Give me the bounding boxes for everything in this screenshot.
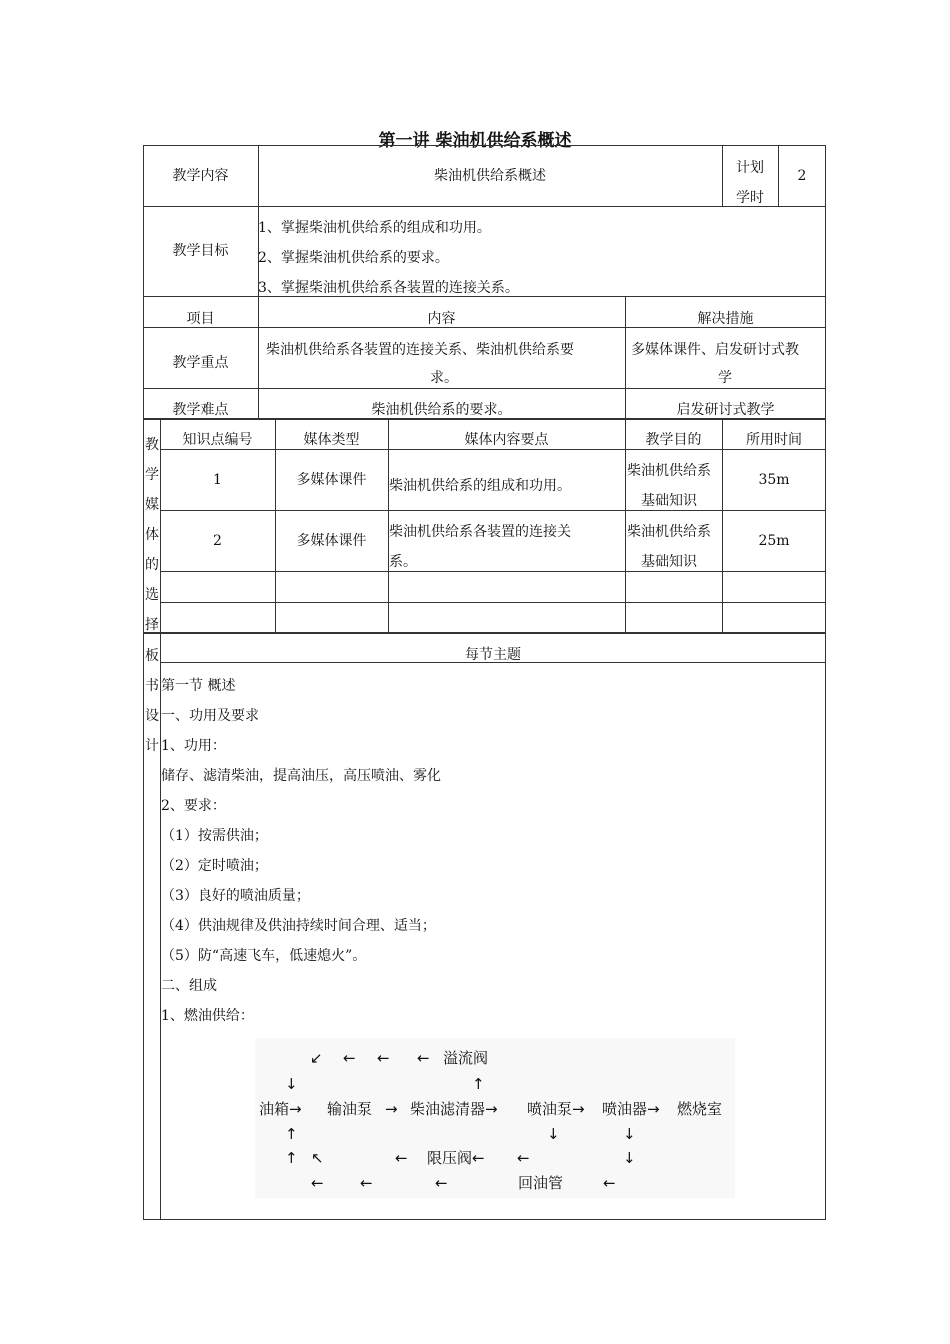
arrow-right-icon: →: [385, 1100, 398, 1118]
arrow-down-icon: ↓: [547, 1125, 560, 1143]
overflow-valve-label: 溢流阀: [443, 1049, 489, 1067]
media-row-purpose: 柴油机供给系: [627, 463, 711, 479]
key-points-measure-2: 学: [718, 370, 732, 386]
transfer-pump-label: 输油泵: [327, 1100, 373, 1118]
media-header: 知识点编号: [182, 432, 253, 448]
board-line: 储存、滤清柴油，提高油压，高压喷油、雾化: [161, 768, 441, 784]
media-row-content-2: 系。: [389, 554, 417, 570]
media-side-label: 学: [145, 467, 159, 483]
media-row-content: 柴油机供给系各装置的连接关: [389, 524, 571, 540]
arrow-up-left-icon: ↖: [311, 1149, 324, 1167]
media-side-label: 媒: [145, 497, 159, 513]
arrow-left-icon: ←: [311, 1174, 324, 1192]
arrow-left-icon: ←: [435, 1174, 448, 1192]
key-points-label: 教学重点: [172, 355, 229, 371]
injection-pump-label: 喷油泵→: [527, 1100, 585, 1118]
difficulties-content: 柴油机供给系的要求。: [371, 402, 512, 418]
arrow-down-left-icon: ↙: [310, 1049, 323, 1067]
media-row-content: 柴油机供给系的组成和功用。: [389, 478, 571, 494]
media-header: 媒体类型: [303, 432, 360, 448]
board-line: 第一节 概述: [161, 678, 236, 694]
arrow-left-icon: ←: [377, 1049, 390, 1067]
board-line: 1、燃油供给：: [161, 1008, 254, 1024]
objective-item: 2、掌握柴油机供给系的要求。: [258, 250, 449, 266]
arrow-up-icon: ↑: [472, 1075, 485, 1093]
media-header: 所用时间: [746, 432, 802, 448]
media-header: 媒体内容要点: [464, 432, 549, 448]
arrow-up-icon: ↑: [285, 1125, 298, 1143]
difficulties-label: 教学难点: [172, 402, 229, 418]
board-line: （1）按需供油；: [161, 828, 268, 844]
key-points-content-2: 求。: [430, 370, 458, 386]
arrow-down-icon: ↓: [623, 1149, 636, 1167]
plan-hours-label-2: 学时: [736, 190, 764, 206]
page-title: 第一讲 柴油机供给系概述: [378, 131, 572, 151]
board-line: 2、要求：: [161, 798, 226, 814]
media-row-type: 多媒体课件: [296, 471, 367, 488]
objective-item: 1、掌握柴油机供给系的组成和功用。: [258, 220, 491, 236]
arrow-left-icon: ←: [360, 1174, 373, 1192]
arrow-left-icon: ←: [395, 1149, 408, 1167]
media-row-time: 35m: [758, 471, 790, 488]
media-row-purpose: 柴油机供给系: [627, 524, 711, 540]
pressure-limiting-valve-label: 限压阀←: [427, 1149, 485, 1167]
media-row-no: 1: [213, 471, 222, 488]
media-side-label: 教: [145, 437, 159, 453]
teaching-content-label: 教学内容: [172, 167, 229, 184]
board-line: （4）供油规律及供油持续时间合理、适当；: [161, 918, 436, 934]
plan-hours-value: 2: [797, 167, 807, 184]
media-row-purpose-2: 基础知识: [641, 554, 697, 570]
media-side-label: 择: [145, 617, 159, 633]
key-points-measure: 多媒体课件、启发研讨式教: [631, 342, 799, 358]
media-header: 教学目的: [645, 432, 702, 448]
board-side-label: 设: [145, 708, 159, 724]
return-pipe-label: 回油管: [518, 1174, 564, 1192]
arrow-down-icon: ↓: [285, 1075, 298, 1093]
col-header-measures: 解决措施: [697, 311, 754, 327]
board-line: （2）定时喷油；: [161, 858, 268, 874]
arrow-left-icon: ←: [343, 1049, 356, 1067]
injector-label: 喷油器→: [602, 1100, 660, 1118]
media-row-purpose-2: 基础知识: [641, 493, 697, 509]
media-row-type: 多媒体课件: [296, 532, 367, 549]
board-line: 二、组成: [161, 978, 217, 994]
difficulties-measure: 启发研讨式教学: [676, 402, 775, 418]
key-points-content: 柴油机供给系各装置的连接关系、柴油机供给系要: [266, 342, 574, 358]
objectives-label: 教学目标: [172, 243, 229, 259]
arrow-down-icon: ↓: [623, 1125, 636, 1143]
combustion-chamber-label: 燃烧室: [677, 1100, 723, 1118]
board-topic-header: 每节主题: [465, 647, 521, 663]
board-side-label: 板: [145, 648, 159, 664]
board-line: （5）防“高速飞车，低速熄火”。: [161, 948, 367, 964]
arrow-left-icon: ←: [417, 1049, 430, 1067]
board-line: 一、功用及要求: [161, 708, 259, 724]
media-row-time: 25m: [758, 532, 790, 549]
board-line: 1、功用：: [161, 738, 226, 754]
media-side-label: 选: [145, 587, 159, 603]
media-side-label: 体: [145, 527, 159, 543]
board-side-label: 书: [145, 678, 159, 694]
fuel-tank-label: 油箱→: [259, 1100, 302, 1118]
board-side-label: 计: [145, 738, 159, 754]
col-header-item: 项目: [186, 311, 215, 327]
arrow-left-icon: ←: [517, 1149, 530, 1167]
board-line: （3）良好的喷油质量；: [161, 888, 310, 904]
plan-hours-label: 计划: [736, 160, 764, 176]
teaching-content-value: 柴油机供给系概述: [434, 167, 546, 184]
media-side-label: 的: [145, 557, 159, 573]
objective-item: 3、掌握柴油机供给系各装置的连接关系。: [258, 280, 519, 296]
diesel-filter-label: 柴油滤清器→: [410, 1100, 498, 1118]
arrow-left-icon: ←: [603, 1174, 616, 1192]
arrow-up-icon: ↑: [285, 1149, 298, 1167]
fuel-supply-diagram: [255, 1038, 735, 1198]
media-row-no: 2: [213, 532, 222, 549]
col-header-content: 内容: [427, 311, 456, 327]
